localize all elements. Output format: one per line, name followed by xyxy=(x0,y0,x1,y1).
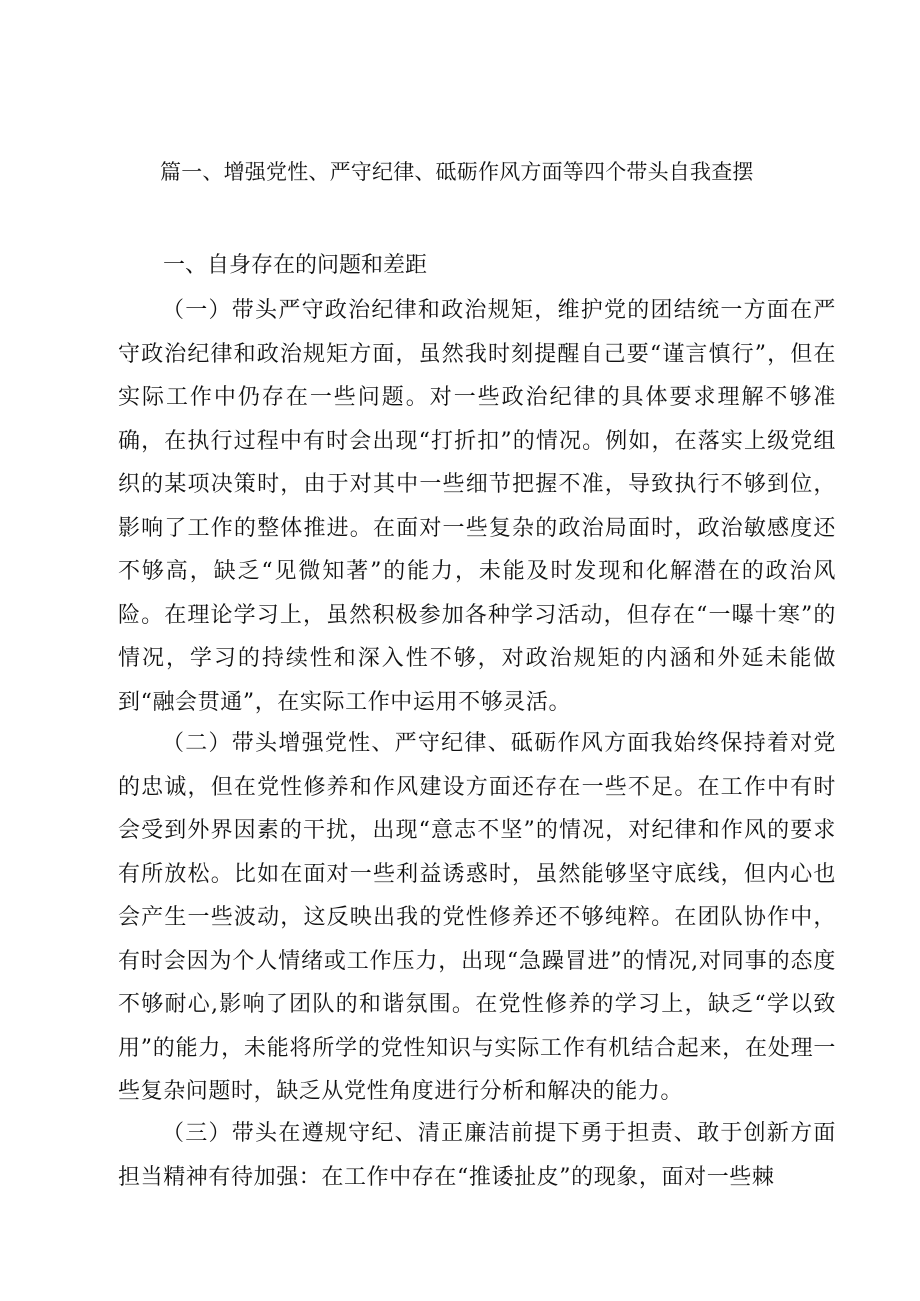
document-title: 篇一、增强党性、严守纪律、砥砺作风方面等四个带头自我查摆 xyxy=(160,160,754,184)
paragraph-3: （三）带头在遵规守纪、清正廉洁前提下勇于担责、敢于创新方面担当精神有待加强：在工作中存在“推诿扯皮”的现象，面对一些棘 xyxy=(118,1121,836,1190)
paragraph-2: （二）带头增强党性、严守纪律、砥砺作风方面我始终保持着对党的忠诚，但在党性修养和作风建设方面还存在一些不足。在工作中有时会受到外界因素的干扰，出现“意志不坚”的情况，对纪律和作风的要求有所放松。比如在面对一些利益诱惑时，虽然能够坚守底线，但内心也会产生一些波动，这反映出我的党性修养还不够纯粹。在团队协作中，有时会因为个人情绪或工作压力，出现“急躁冒进”的情况,对同事的态度不够耐心,影响了团队的和谐氛围。在党性修养的学习上，缺乏“学以致用”的能力，未能将所学的党性知识与实际工作有机结合起来，在处理一些复杂问题时，缺乏从党性角度进行分析和解决的能力。 xyxy=(118,731,836,1104)
paragraph-1: （一）带头严守政治纪律和政治规矩，维护党的团结统一方面在严守政治纪律和政治规矩方面，虽然我时刻提醒自己要“谨言慎行”，但在实际工作中仍存在一些问题。对一些政治纪律的具体要求理解不够准确，在执行过程中有时会出现“打折扣”的情况。例如，在落实上级党组织的某项决策时，由于对其中一些细节把握不准，导致执行不够到位，影响了工作的整体推进。在面对一些复杂的政治局面时，政治敏感度还不够高，缺乏“见微知著”的能力，未能及时发现和化解潜在的政治风险。在理论学习上，虽然积极参加各种学习活动，但存在“一曝十寒”的情况，学习的持续性和深入性不够，对政治规矩的内涵和外延未能做到“融会贯通”，在实际工作中运用不够灵活。 xyxy=(118,298,836,715)
section-heading: 一、自身存在的问题和差距 xyxy=(163,253,428,278)
